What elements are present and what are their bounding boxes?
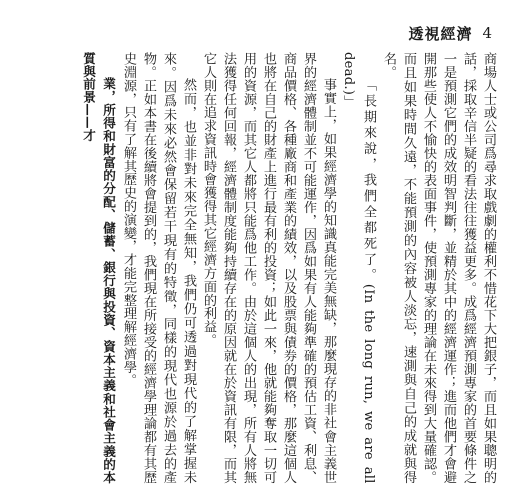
paragraph: 商場人士或公司爲尋求取戲劇的權利不惜花下大把銀子，而且如果聰明的話，採取辛信半疑的看法往往獲益更多。成爲經濟預測專家的首要條件之一是預測它們的成效明智判斷，並精於其中的經濟運作；進而他們才會避開那些使人不愉快的表面事件，使預測專家的理論在未來得到大量確認。而且如果時間久遠，不能預測的內容被人淡忘，速測與自己的成就與得名。 bbox=[381, 52, 496, 484]
emphasized-paragraph: 業，所得和財富的分配、儲蓄、銀行與投資、資本主義和社會主義的本質與前景——才 bbox=[81, 52, 116, 484]
body-text bbox=[81, 52, 498, 484]
running-head: 透視經濟 bbox=[408, 24, 473, 43]
page-header bbox=[408, 20, 492, 46]
page-number: 4 bbox=[482, 24, 492, 42]
paragraph: 然而，也並非對未來完全無知，我們仍可透過對現代的了解掌握未來。因爲未來必然會保留若干現有的特徵，同樣的現代也源於過去的產物。正如本書在後續將會提到的，我們現在所接受的經濟學理論都有其歷史淵源，只有了解其歷史的演變，才能完整理解經濟學。 bbox=[121, 52, 196, 484]
quote-paragraph: 「長期來說，我們全都死了。(In the long run, we are all dead.)」 bbox=[341, 52, 376, 484]
paragraph: 事實上，如果經濟學的知識真能完美無缺，那麼現存的非社會主義世界的經濟體制並不可能運作，因爲如果有人能夠準確的預估工資、利息、商品價格、各種廠商和產業的績效，以及股票與債券的價格，那麼這個人也將在自己的財產上進行最有利的投資；如此一來，他就能夠奪取一切可用的資源，而其它人都將只能爲他工作。由於這個人的出現，所有人將無法獲得任何回報，經濟體制度能夠持續存在的原因就在於資訊有限，而其它人則在追求資訊時會獲得其它經濟方面的利益。 bbox=[201, 52, 336, 484]
